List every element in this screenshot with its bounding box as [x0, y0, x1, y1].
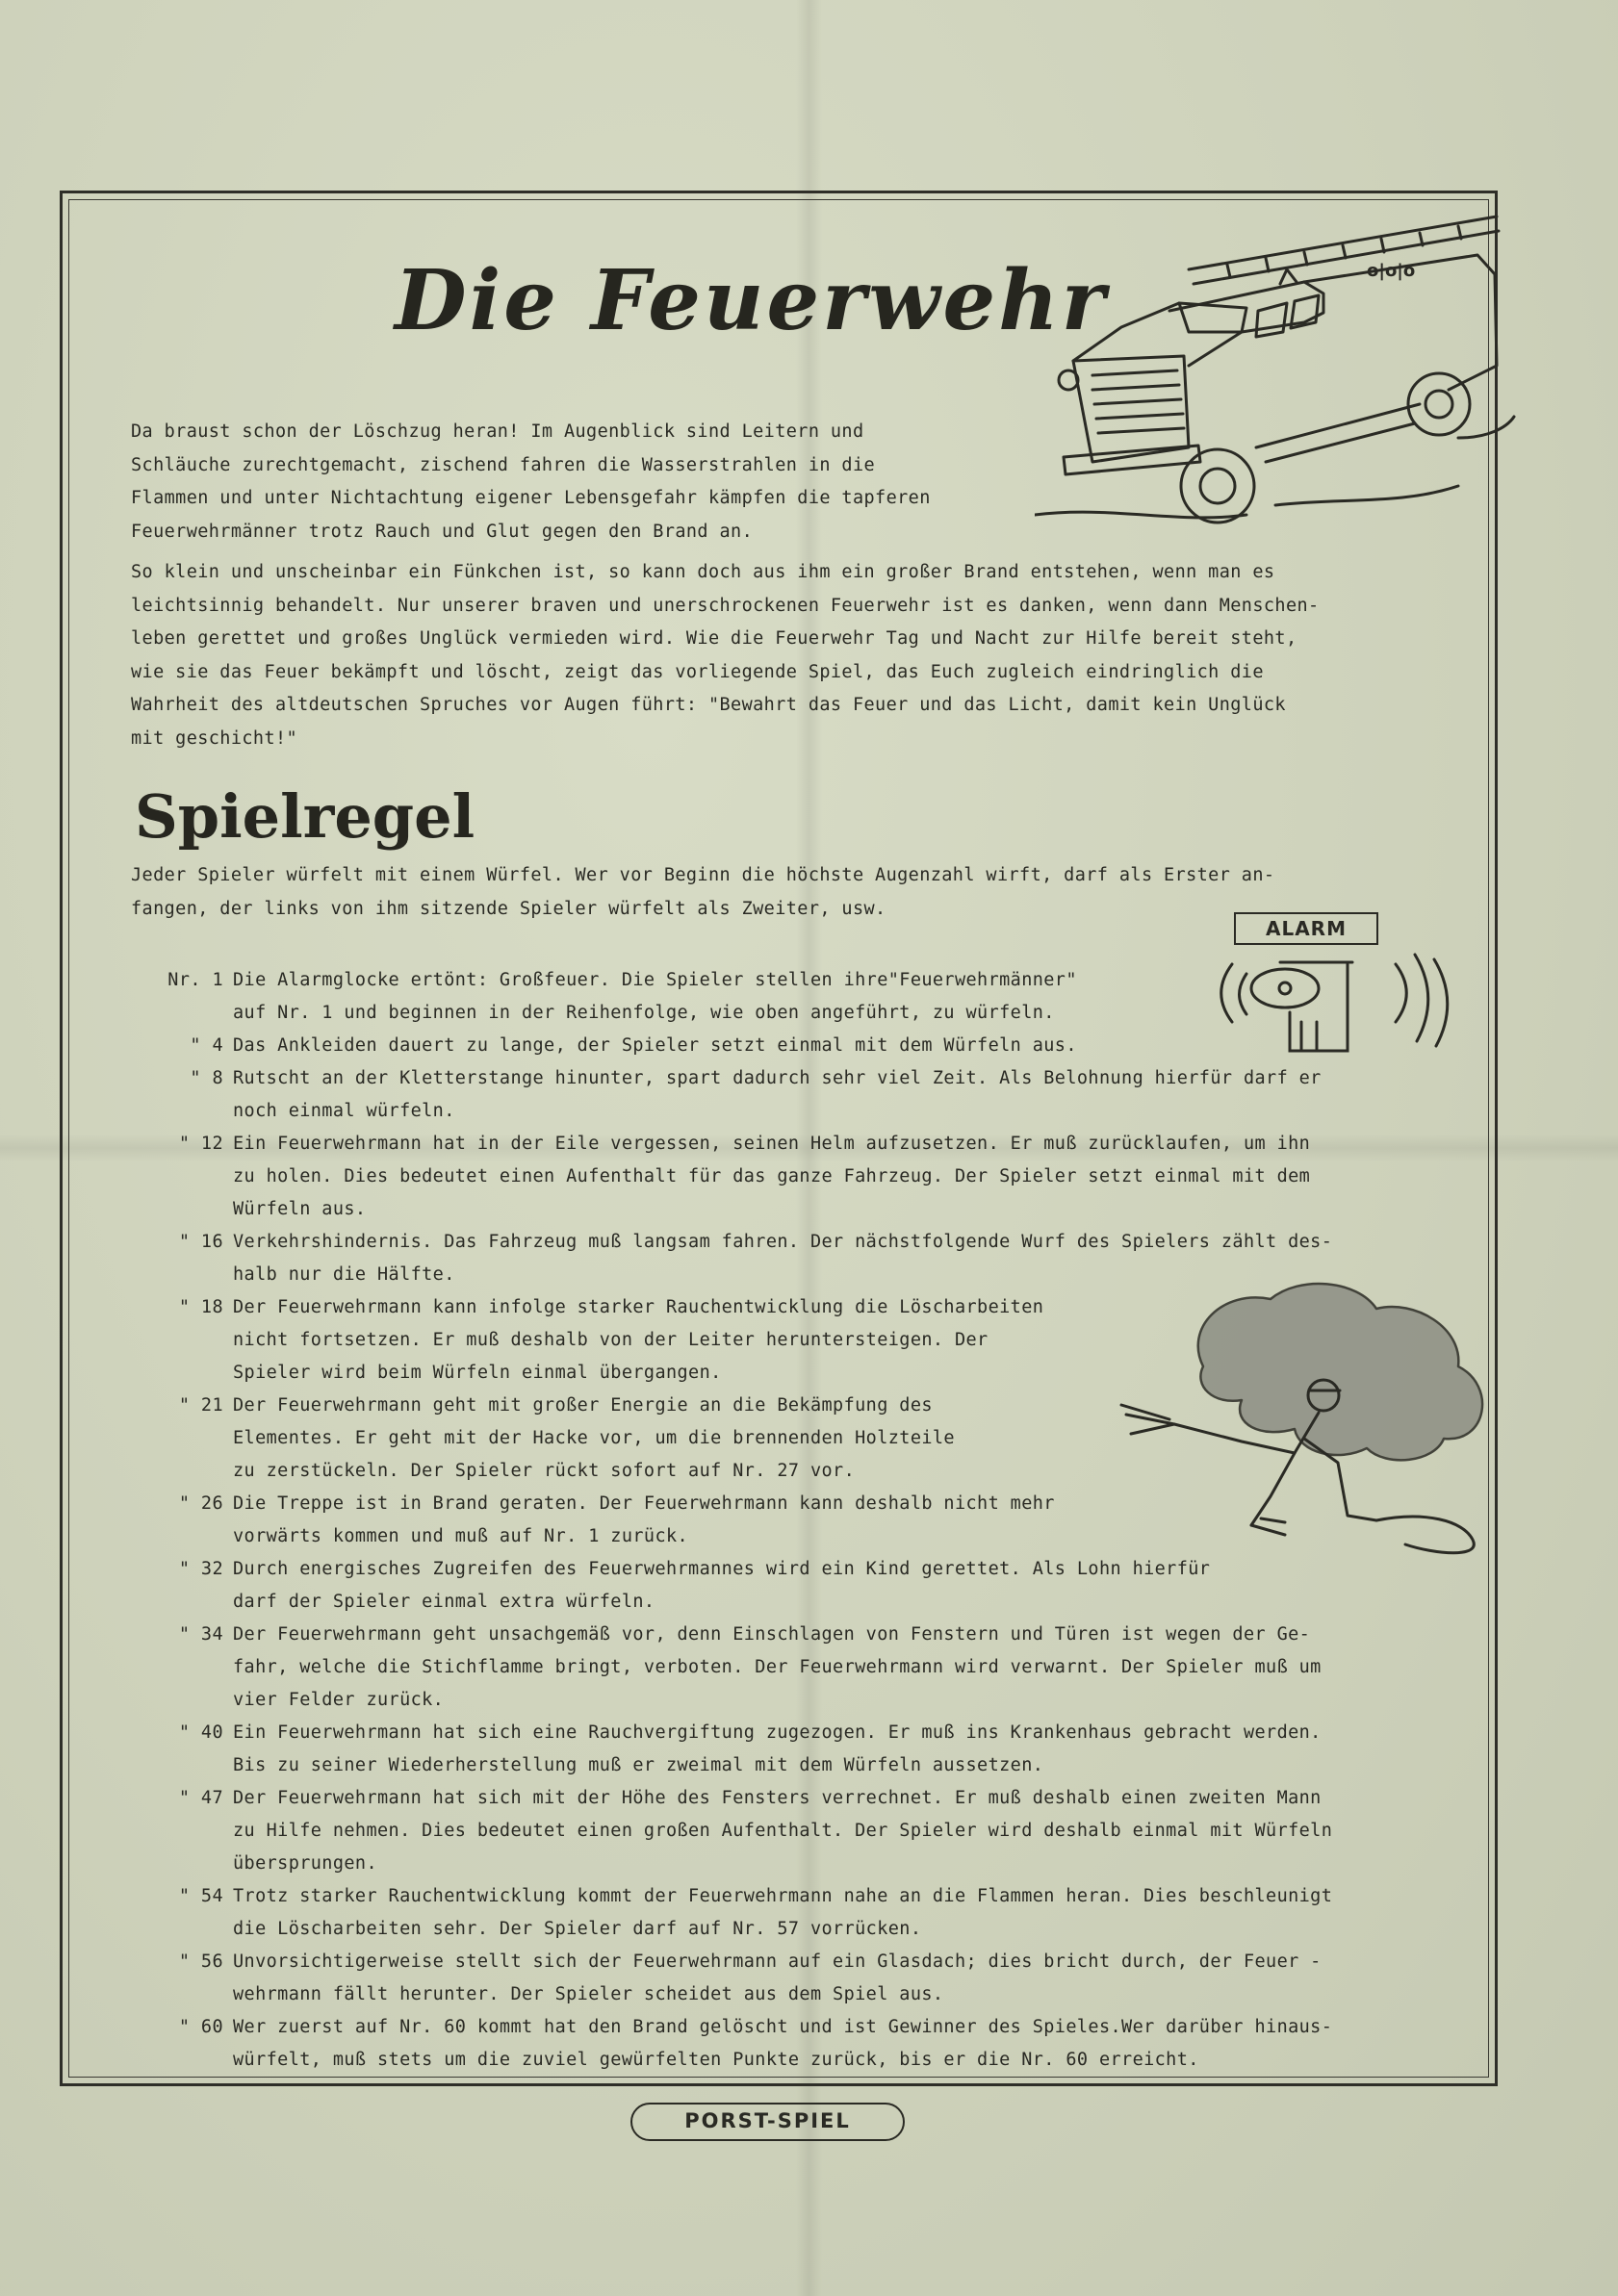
rule-text: Der Feuerwehrmann kann infolge starker Rauchentwicklung die Löscharbeiten nicht fortsetzen. Er muß deshalb von der Leiter heruntersteigen. Der Spieler wird beim Würfeln einmal übergangen.: [233, 1297, 1044, 1383]
rule-text: Die Treppe ist in Brand geraten. Der Feuerwehrmann kann deshalb nicht mehr vorwärts kommen und muß auf Nr. 1 zurück.: [233, 1493, 1055, 1546]
rule-item: [131, 1782, 1488, 1880]
rule-item: [131, 1062, 1488, 1128]
rule-number: " 40: [178, 1722, 223, 1743]
rule-text: Das Ankleiden dauert zu lange, der Spieler setzt einmal mit dem Würfeln aus.: [233, 1035, 1077, 1056]
rule-number: " 26: [178, 1493, 223, 1514]
rule-item: [131, 1226, 1488, 1291]
rule-item: [131, 1717, 1488, 1782]
rule-number: " 56: [178, 1952, 223, 1972]
rule-number: Nr. 1: [167, 970, 223, 990]
rule-item: [131, 1946, 1488, 2011]
rule-number: " 34: [178, 1624, 223, 1645]
rule-item: [131, 1030, 1488, 1062]
rule-text: Die Alarmglocke ertönt: Großfeuer. Die Spieler stellen ihre"Feuerwehrmänner" auf Nr. 1 und beginnen in der Reihenfolge, wie oben angeführt, zu würfeln.: [233, 970, 1077, 1023]
intro-paragraph-2: So klein und unscheinbar ein Fünkchen ist, so kann doch aus ihm ein großer Brand entstehen, wenn man es leichtsinnig behandelt. Nur unserer braven und unerschrockenen Feuerwehr ist es danken, wenn dann Menschen- leben gerettet und großes Unglück vermieden wird. Wie die Feuerwehr Tag und Nacht zur Hilfe bereit steht, wie sie das Feuer bekämpft und löscht, zeigt das vorliegende Spiel, das Euch zugleich eindringlich die Wahrheit des altdeutschen Spruches vor Augen führt: "Bewahrt das Feuer und das Licht, damit kein Unglück mit geschicht!": [131, 562, 1320, 749]
rule-text: Der Feuerwehrmann hat sich mit der Höhe des Fensters verrechnet. Er muß deshalb einen zweiten Mann zu Hilfe nehmen. Dies bedeutet einen großen Aufenthalt. Der Spieler wird deshalb einmal mit Würfeln übersprungen.: [233, 1788, 1333, 1874]
rule-number: " 12: [178, 1134, 223, 1154]
rule-item: [131, 1390, 1488, 1488]
rule-number: " 60: [178, 2017, 223, 2037]
rule-text: Rutscht an der Kletterstange hinunter, spart dadurch sehr viel Zeit. Als Belohnung hierfür darf er noch einmal würfeln.: [233, 1068, 1322, 1121]
rule-item: [131, 1291, 1488, 1390]
rule-item: [131, 1619, 1488, 1717]
alarm-sign: ALARM: [1234, 912, 1378, 945]
rule-item: [131, 1128, 1488, 1226]
rule-number: " 21: [178, 1395, 223, 1416]
rules-intro: Jeder Spieler würfelt mit einem Würfel. Wer vor Beginn die höchste Augenzahl wirft, darf als Erster an- fangen, der links von ihm sitzende Spieler würfelt als Zweiter, usw.: [131, 865, 1275, 919]
rule-number: " 47: [178, 1788, 223, 1808]
rule-text: Der Feuerwehrmann geht mit großer Energie an die Bekämpfung des Elementes. Er geht mit der Hacke vor, um die brennenden Holzteile zu zerstückeln. Der Spieler rückt sofort auf Nr. 27 vor.: [233, 1395, 955, 1481]
rule-text: Der Feuerwehrmann geht unsachgemäß vor, denn Einschlagen von Fenstern und Türen ist wegen der Ge- fahr, welche die Stichflamme bringt, verboten. Der Feuerwehrmann wird verwarnt. Der Spieler muß um vier Felder zurück.: [233, 1624, 1322, 1710]
page-title: Die Feuerwehr: [395, 252, 1109, 349]
rule-text: Ein Feuerwehrmann hat in der Eile vergessen, seinen Helm aufzusetzen. Er muß zurücklaufen, um ihn zu holen. Dies bedeutet einen Aufenthalt für das ganze Fahrzeug. Der Spieler setzt einmal mit dem Würfeln aus.: [233, 1134, 1311, 1219]
rule-number: " 4: [190, 1035, 223, 1056]
rule-text: Wer zuerst auf Nr. 60 kommt hat den Brand gelöscht und ist Gewinner des Spieles.Wer darüber hinaus- würfelt, muß stets um die zuviel gewürfelten Punkte zurück, bis er die Nr. 60 erreicht.: [233, 2017, 1333, 2070]
rule-number: " 18: [178, 1297, 223, 1317]
rule-item: [131, 1880, 1488, 1946]
rule-item: [131, 2011, 1488, 2077]
rule-number: " 8: [190, 1068, 223, 1088]
fire-truck-illustration: [1035, 197, 1516, 529]
rule-number: " 54: [178, 1886, 223, 1906]
publisher-badge: PORST-SPIEL: [630, 2103, 905, 2141]
rules-heading: Spielregel: [135, 781, 475, 852]
rule-item: [131, 1488, 1488, 1553]
rule-text: Ein Feuerwehrmann hat sich eine Rauchvergiftung zugezogen. Er muß ins Krankenhaus gebracht werden. Bis zu seiner Wiederherstellung muß er zweimal mit dem Würfeln aussetzen.: [233, 1722, 1322, 1775]
rule-item: [131, 964, 1488, 1030]
rule-text: Durch energisches Zugreifen des Feuerwehrmannes wird ein Kind gerettet. Als Lohn hierfür darf der Spieler einmal extra würfeln.: [233, 1559, 1211, 1612]
rule-number: " 32: [178, 1559, 223, 1579]
intro-paragraph-1: Da braust schon der Löschzug heran! Im Augenblick sind Leitern und Schläuche zurechtgemacht, zischend fahren die Wasserstrahlen in die Flammen und unter Nichtachtung eigener Lebensgefahr kämpfen die tapferen Feuerwehrmänner trotz Rauch und Glut gegen den Brand an.: [131, 421, 931, 542]
rule-number: " 16: [178, 1232, 223, 1252]
rule-text: Trotz starker Rauchentwicklung kommt der Feuerwehrmann nahe an die Flammen heran. Dies beschleunigt die Löscharbeiten sehr. Der Spieler darf auf Nr. 57 vorrücken.: [233, 1886, 1333, 1939]
svg-text:o|o|o: o|o|o: [1367, 261, 1416, 281]
rule-text: Unvorsichtigerweise stellt sich der Feuerwehrmann auf ein Glasdach; dies bricht durch, der Feuer - wehrmann fällt herunter. Der Spieler scheidet aus dem Spiel aus.: [233, 1952, 1322, 2004]
rule-item: [131, 1553, 1488, 1619]
rules-list: [131, 964, 1488, 2077]
rule-text: Verkehrshindernis. Das Fahrzeug muß langsam fahren. Der nächstfolgende Wurf des Spielers zählt des- halb nur die Hälfte.: [233, 1232, 1333, 1285]
